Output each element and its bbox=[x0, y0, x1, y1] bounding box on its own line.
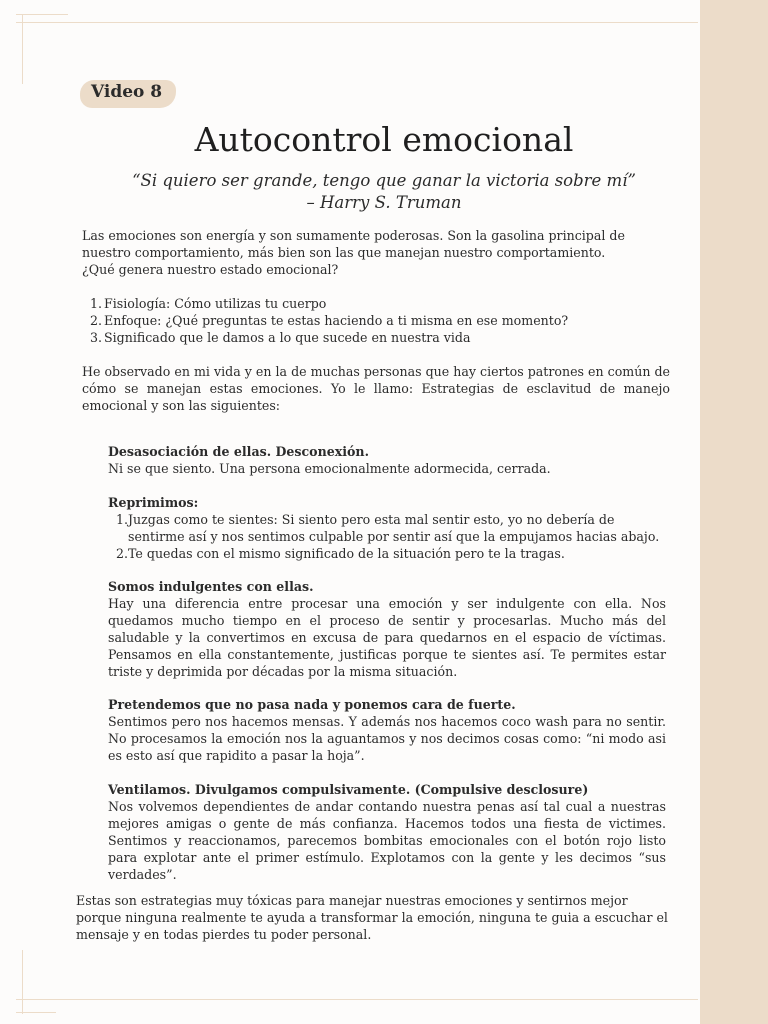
intro-text: Las emociones son energía y son sumamente poderosas. Son la gasolina principal de nuestro comportamiento, más bien son las que manejan nuestro comportamiento. bbox=[82, 228, 625, 260]
video-badge bbox=[80, 80, 176, 108]
section-heading: Reprimimos: bbox=[108, 495, 199, 510]
observation-paragraph: He observado en mi vida y en la de muchas personas que hay ciertos patrones en común de cómo se manejan estas emociones. Yo le llamo: Estrategias de esclavitud de manejo emocional y son las siguientes: bbox=[82, 364, 670, 413]
top-corner-line bbox=[22, 14, 23, 84]
section-heading: Desasociación de ellas. Desconexión. bbox=[108, 444, 369, 459]
intro-paragraph bbox=[82, 227, 670, 278]
section-reprimimos bbox=[108, 494, 666, 562]
video-badge-label: Video 8 bbox=[91, 82, 163, 102]
top-border-line bbox=[16, 22, 698, 23]
section-heading: Ventilamos. Divulgamos compulsivamente. (Compulsive desclosure) bbox=[108, 782, 589, 797]
section-indulgentes bbox=[108, 578, 666, 680]
list-item: 2. Enfoque: ¿Qué preguntas te estas haciendo a ti misma en ese momento? bbox=[90, 313, 569, 328]
list-item: 1. Juzgas como te sientes: Si siento pero esta mal sentir esto, yo no debería de sentirme así y nos sentimos culpable por sentir así que la empujamos hacias abajo. bbox=[116, 512, 660, 544]
quote-author: – Harry S. Truman bbox=[306, 193, 462, 212]
section-body: Nos volvemos dependientes de andar contando nuestra penas así tal cual a nuestras mejores amigas o gente de más confianza. Hacemos todos una fiesta de victimes. Sentimos y reaccionamos, parecemos bombitas emocionales con el botón rojo listo para explotar ante el primer estímulo. Explotamos con la gente y les decimos “sus verdades”. bbox=[108, 799, 666, 882]
quote-text: “Si quiero ser grande, tengo que ganar la victoria sobre mí” bbox=[132, 171, 636, 190]
epigraph-quote bbox=[0, 170, 768, 214]
bottom-corner-tick bbox=[16, 1012, 56, 1013]
list-item: 3. Significado que le damos a lo que sucede en nuestra vida bbox=[90, 330, 471, 345]
bottom-border-line bbox=[16, 999, 698, 1000]
section-desasociacion bbox=[108, 443, 666, 477]
intro-question: ¿Qué genera nuestro estado emocional? bbox=[82, 262, 339, 277]
page-title: Autocontrol emocional bbox=[194, 120, 574, 159]
section-body: Hay una diferencia entre procesar una emoción y ser indulgente con ella. Nos quedamos mucho tiempo en el proceso de sentir y procesarlas. Mucho más del saludable y la convertimos en excusa de para quedarnos en el espacio de víctimas. Pensamos en ella constantemente, justificas porque te sientes así. Te permites estar triste y deprimida por décadas por la misma situación. bbox=[108, 596, 666, 679]
emotional-state-list bbox=[90, 295, 650, 346]
bottom-corner-line bbox=[22, 950, 23, 1014]
top-corner-tick bbox=[16, 14, 68, 15]
section-heading: Pretendemos que no pasa nada y ponemos cara de fuerte. bbox=[108, 697, 516, 712]
section-body: Ni se que siento. Una persona emocionalmente adormecida, cerrada. bbox=[108, 461, 551, 476]
section-pretendemos bbox=[108, 696, 666, 764]
list-item: 2. Te quedas con el mismo significado de la situación pero te la tragas. bbox=[116, 546, 565, 561]
closing-paragraph: Estas son estrategias muy tóxicas para manejar nuestras emociones y sentirnos mejor porque ninguna realmente te ayuda a transformar la emoción, ninguna te guia a escuchar el mensaje y en todas pierdes tu poder personal. bbox=[76, 893, 668, 942]
list-item: 1. Fisiología: Cómo utilizas tu cuerpo bbox=[90, 296, 327, 311]
section-ventilamos bbox=[108, 781, 666, 883]
section-body: Sentimos pero nos hacemos mensas. Y además nos hacemos coco wash para no sentir. No procesamos la emoción nos la aguantamos y nos decimos cosas como: “ni modo asi es esto así que rapidito a pasar la hoja”. bbox=[108, 714, 666, 763]
reprimimos-list bbox=[108, 511, 666, 562]
section-heading: Somos indulgentes con ellas. bbox=[108, 579, 314, 594]
